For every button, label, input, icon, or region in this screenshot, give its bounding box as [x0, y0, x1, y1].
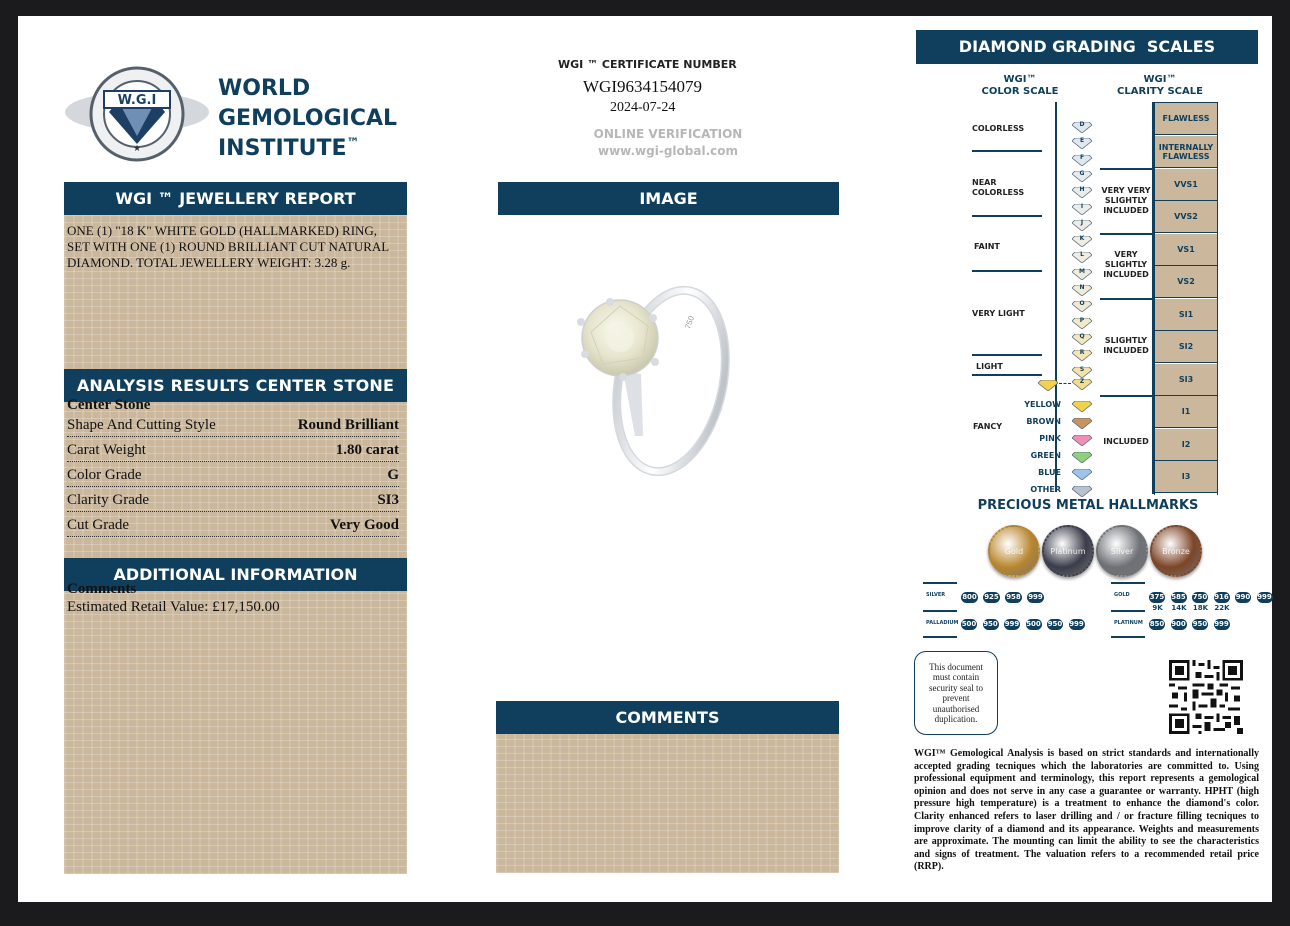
silver-label: SILVER — [926, 592, 946, 598]
color-grade-letter: E — [1079, 137, 1085, 145]
comments-panel — [496, 734, 839, 873]
hallmark-coin-label: Bronze — [1162, 546, 1190, 556]
disclaimer-text: WGI™ Gemological Analysis is based on strict standards and internationally accepted grading tecniques which the laboratories are committed to. Using professional equipment and terminology, this report represents a gemological opinion and does not serve in any case a guarantee or warranty. HPHT (high pressure high temperature) is a treatment to enhance the diamond's color. Clarity enhanced refers to laser drilling and / or fracture filling tecniques to improve clarity of a diamond and its appearance. Weights and measurements are approximate. The mounting can limit the ability to see the characteristics and signs of treatment. The valuation refers to a recommended retail price (RRP). — [914, 748, 1259, 873]
hallmark-coin-label: Silver — [1110, 546, 1134, 556]
hallmark-stamp: 800 — [962, 593, 977, 601]
stamp-divider — [923, 610, 957, 612]
clarity-group-divider — [1100, 395, 1154, 397]
hallmark-stamp: 500 — [1026, 620, 1041, 628]
analysis-row-label: Cut Grade — [67, 517, 130, 533]
clarity-grade-cell: VVS2 — [1155, 201, 1217, 233]
color-grade-letter: G — [1079, 169, 1085, 177]
hallmark-stamp: 950 — [983, 620, 998, 628]
analysis-row-value: G — [387, 467, 399, 483]
color-grade-letter: H — [1079, 186, 1085, 194]
analysis-subtitle: Center Stone — [67, 397, 151, 413]
hallmark-stamp: 850 — [1149, 620, 1165, 628]
stamp-divider — [1111, 582, 1145, 584]
clarity-group-label: INCLUDED — [1103, 437, 1149, 446]
certificate-number-label: WGI ™ CERTIFICATE NUMBER — [558, 58, 737, 71]
clarity-scale — [1100, 102, 1218, 507]
color-group-label: FAINT — [974, 242, 1000, 251]
color-grade-letter: K — [1079, 235, 1085, 243]
wgi-logo — [62, 64, 212, 164]
analysis-row-label: Carat Weight — [67, 442, 146, 458]
hallmark-coin-icon — [1096, 525, 1148, 577]
hallmark-coin-icon — [1042, 525, 1094, 577]
hallmark-stamp: 950 — [1192, 620, 1208, 628]
stamp-divider — [1111, 636, 1145, 638]
color-grade-letter: I — [1080, 202, 1084, 210]
clarity-grade-cell: VVS1 — [1155, 169, 1217, 201]
fancy-color-gem-icon — [1072, 450, 1092, 461]
clarity-grade-cell: SI2 — [1155, 331, 1217, 363]
fancy-color-label: BLUE — [1038, 468, 1061, 477]
hallmark-coin-label: Platinum — [1050, 546, 1086, 556]
analysis-row — [67, 512, 399, 537]
analysis-row-value: SI3 — [377, 492, 399, 508]
analysis-table — [65, 412, 401, 537]
fancy-color-label: YELLOW — [1024, 400, 1061, 409]
grading-scales-header: DIAMOND GRADING SCALES — [916, 30, 1258, 64]
palladium-label: PALLADIUM — [926, 620, 959, 626]
clarity-grade-cell: FLAWLESS — [1155, 103, 1217, 135]
color-group-label: FANCY — [973, 422, 1003, 431]
globe-logo-icon — [62, 64, 212, 164]
hallmark-stamp: 999 — [1028, 593, 1043, 601]
fancy-color-gem-icon — [1072, 399, 1092, 410]
color-grade-letter: S — [1079, 365, 1085, 373]
color-grade-letter: O — [1079, 300, 1085, 308]
analysis-row-value: Round Brilliant — [297, 417, 399, 433]
ring-image — [563, 266, 763, 476]
platinum-stamps — [1149, 619, 1249, 633]
certificate-number: WGI9634154079 — [583, 77, 702, 96]
fancy-color-label: BROWN — [1026, 417, 1061, 426]
logo-line-1: WORLD — [218, 76, 311, 101]
security-seal — [914, 651, 998, 735]
logo-line-3-text: INSTITUTE — [218, 136, 347, 161]
fancy-color-label: OTHER — [1030, 485, 1061, 494]
analysis-row — [67, 487, 399, 512]
clarity-scale-title-1: WGI™ — [1143, 74, 1177, 85]
qr-code[interactable] — [1169, 660, 1243, 734]
hallmark-stamp: 958 — [1006, 593, 1021, 601]
clarity-scale-title-2: CLARITY SCALE — [1117, 86, 1203, 97]
gold-karat-label: 22K — [1214, 604, 1230, 612]
hallmark-stamp: 999 — [1214, 620, 1229, 628]
clarity-cells — [1154, 102, 1218, 495]
comments-header: COMMENTS — [496, 701, 839, 734]
report-description: ONE (1) "18 K" WHITE GOLD (HALLMARKED) RING, SET WITH ONE (1) ROUND BRILLIANT CUT NATURAL DIAMOND. TOTAL JEWELLERY WEIGHT: 3.28 g. — [67, 223, 389, 270]
hallmark-stamp: 900 — [1171, 620, 1186, 628]
logo-line-3 — [218, 136, 360, 161]
gold-label: GOLD — [1114, 592, 1130, 598]
qr-code-icon — [1169, 660, 1243, 734]
fancy-color-gem-icon — [1072, 484, 1092, 495]
logo-tm: ™ — [346, 136, 360, 151]
logo-badge-text: W.G.I — [117, 93, 157, 108]
image-header: IMAGE — [498, 182, 839, 215]
gold-karats — [1149, 603, 1239, 613]
hallmark-stamp: 500 — [961, 620, 977, 628]
hallmark-stamp: 999 — [1004, 620, 1020, 628]
fancy-color-label: GREEN — [1030, 451, 1061, 460]
clarity-group-divider — [1100, 298, 1154, 300]
logo-line-2: GEMOLOGICAL — [218, 106, 398, 131]
analysis-row — [67, 462, 399, 487]
color-scale-title-1: WGI™ — [1003, 74, 1037, 85]
analysis-row — [67, 412, 399, 437]
hallmark-stamp: 950 — [1047, 620, 1063, 628]
analysis-row-label: Clarity Grade — [67, 492, 150, 508]
fancy-color-label: PINK — [1039, 434, 1061, 443]
gold-karat-label: 14K — [1171, 604, 1187, 612]
analysis-row — [67, 437, 399, 462]
clarity-grade-cell: I1 — [1155, 396, 1217, 428]
color-grade-letter: L — [1080, 251, 1084, 259]
color-scale-title-2: COLOR SCALE — [981, 86, 1059, 97]
clarity-grade-cell: SI3 — [1155, 364, 1217, 396]
jewellery-report-header: WGI ™ JEWELLERY REPORT — [64, 182, 407, 215]
fancy-color-gem-icon — [1072, 416, 1092, 427]
color-grade-letter: P — [1079, 316, 1085, 324]
clarity-group-label: VERY SLIGHTLY INCLUDED — [1103, 250, 1149, 279]
hallmark-coin-icon — [988, 525, 1040, 577]
silver-stamps — [961, 592, 1061, 606]
clarity-grade-cell: VS1 — [1155, 234, 1217, 266]
color-grade-letter: N — [1079, 284, 1085, 291]
stamp-divider — [923, 636, 957, 638]
security-seal-text: This document must contain security seal to prevent unauthorised duplication. — [929, 661, 983, 724]
analysis-row-value: Very Good — [329, 517, 399, 533]
stamp-divider — [923, 582, 957, 584]
additional-information-header: ADDITIONAL INFORMATION — [64, 558, 407, 591]
verification-url[interactable]: www.wgi-global.com — [598, 144, 738, 158]
hallmark-coin-label: Gold — [1004, 546, 1024, 556]
hallmark-stamp: 916 — [1214, 593, 1229, 601]
hallmark-coins — [988, 525, 1198, 577]
estimated-retail-value: Estimated Retail Value: £17,150.00 — [67, 599, 280, 615]
fancy-color-gem-icon — [1072, 433, 1092, 444]
analysis-results-header: ANALYSIS RESULTS CENTER STONE — [64, 369, 407, 402]
stamp-divider — [1111, 610, 1145, 612]
platinum-label: PLATINUM — [1114, 620, 1143, 626]
clarity-grade-cell: VS2 — [1155, 266, 1217, 298]
palladium-stamps — [961, 619, 1101, 633]
analysis-row-label: Shape And Cutting Style — [67, 417, 216, 433]
analysis-row-label: Color Grade — [67, 467, 142, 483]
color-scale-title — [973, 74, 1067, 98]
color-grade-letter: R — [1079, 349, 1085, 357]
gold-karat-label: 9K — [1152, 604, 1163, 612]
color-grade-letter: Z — [1079, 378, 1085, 385]
hallmark-stamp: 750 — [1192, 593, 1208, 601]
fancy-color-gem-icon — [1072, 467, 1092, 478]
hallmark-stamp: 925 — [984, 593, 999, 601]
color-grade-letter: J — [1080, 218, 1084, 226]
clarity-group-divider — [1100, 233, 1154, 235]
color-group-label: COLORLESS — [972, 124, 1025, 133]
ring-photo-icon — [563, 266, 763, 476]
clarity-grade-cell: SI1 — [1155, 299, 1217, 331]
color-grade-letter: D — [1079, 121, 1085, 128]
hallmark-stamp: 999 — [1069, 620, 1084, 628]
hallmark-coin-icon — [1150, 525, 1202, 577]
additional-subtitle: Comments — [67, 581, 137, 597]
certificate-date: 2024-07-24 — [610, 100, 676, 115]
online-verification-label: ONLINE VERIFICATION — [593, 127, 743, 141]
clarity-grade-cell: I2 — [1155, 429, 1217, 461]
color-grade-letter: F — [1079, 153, 1085, 161]
hallmarks-title: PRECIOUS METAL HALLMARKS — [977, 498, 1199, 513]
hallmark-stamp: 999 — [1257, 593, 1272, 601]
clarity-grade-cell: I3 — [1155, 461, 1217, 493]
certificate-page — [18, 16, 1272, 902]
hallmark-stamp: 585 — [1171, 593, 1186, 601]
analysis-row-value: 1.80 carat — [335, 442, 399, 458]
clarity-group-divider — [1100, 168, 1154, 170]
fancy-color-list — [968, 102, 1103, 497]
color-group-label: VERY LIGHT — [972, 309, 1025, 318]
hallmark-stamp: 990 — [1235, 593, 1251, 601]
ring-engraving: 750 — [683, 314, 697, 331]
color-grade-letter: Q — [1079, 332, 1085, 340]
color-group-label: NEAR COLORLESS — [972, 178, 1025, 197]
hallmark-stamps — [923, 580, 1273, 640]
svg-text:★: ★ — [132, 144, 142, 154]
clarity-group-label: SLIGHTLY INCLUDED — [1103, 336, 1149, 355]
color-group-label: LIGHT — [976, 362, 1003, 371]
clarity-grade-cell: INTERNALLY FLAWLESS — [1155, 136, 1217, 168]
color-scale — [968, 102, 1103, 497]
hallmark-stamp: 375 — [1149, 593, 1165, 601]
gold-karat-label: 18K — [1192, 604, 1209, 612]
clarity-scale-title — [1108, 74, 1212, 98]
color-grade-letter: M — [1079, 267, 1085, 275]
clarity-group-label: VERY VERY SLIGHTLY INCLUDED — [1101, 186, 1151, 215]
